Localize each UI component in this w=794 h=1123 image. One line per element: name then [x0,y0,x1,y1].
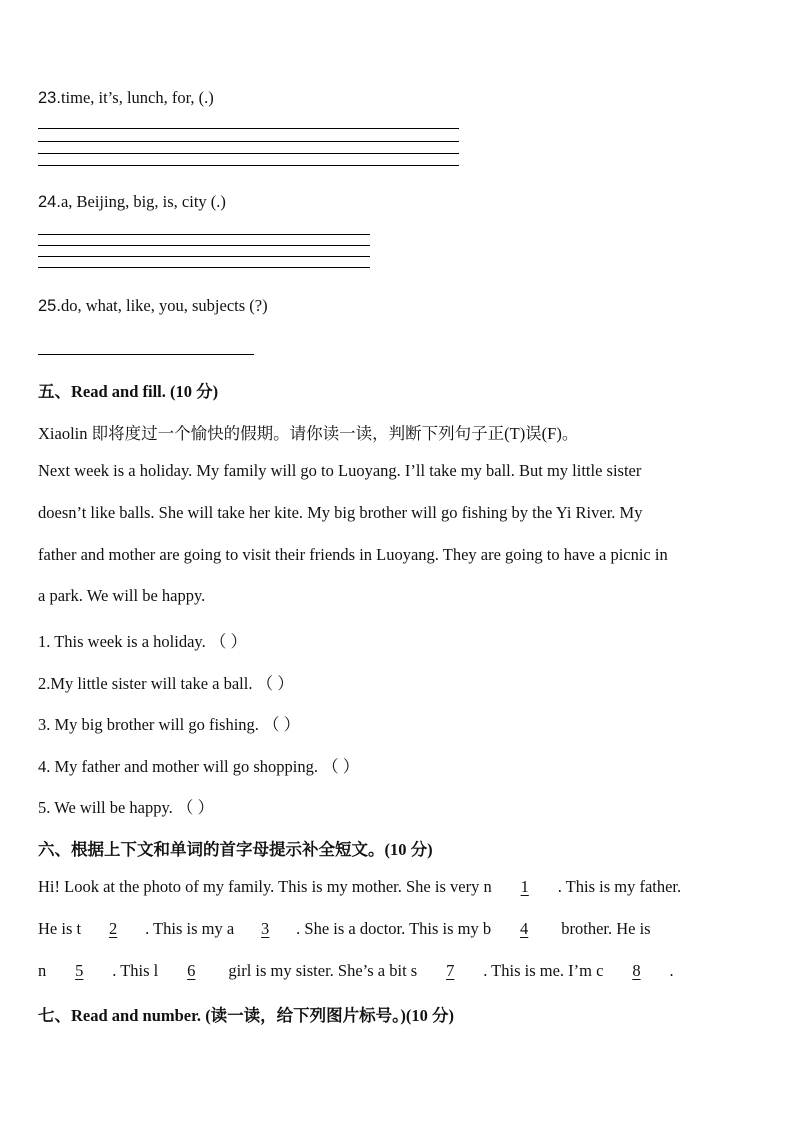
cloze-blank[interactable]: 5 [75,961,84,980]
cloze-line-3 [38,961,674,981]
cloze-blank[interactable]: 8 [632,961,641,980]
answer-parentheses[interactable]: （ ） [176,798,215,817]
tf-question-text: 2.My little sister will take a ball. [38,674,253,693]
cloze-text: . This is me. I’m c [483,961,604,980]
question-words: time, it’s, lunch, for, (.) [60,88,214,107]
cloze-text: brother. He is [557,919,651,938]
question-words: a, Beijing, big, is, city (.) [60,192,226,211]
answer-parentheses[interactable]: （ ） [322,757,360,776]
cloze-blank[interactable]: 1 [520,877,529,896]
cloze-text: Hi! Look at the photo of my family. This is my mother. She is very n [38,877,492,896]
answer-line[interactable] [38,267,370,268]
question-23 [38,88,214,108]
answer-line[interactable] [38,153,459,154]
question-number: 25. [38,297,61,315]
tf-question-2 [38,670,294,694]
answer-line[interactable] [38,256,370,257]
answer-parentheses[interactable]: （ ） [209,632,247,651]
cloze-line-1 [38,877,681,897]
cloze-text: . [669,961,674,980]
cloze-blank[interactable]: 2 [108,919,118,938]
cloze-blank[interactable]: 7 [446,961,455,980]
tf-question-3 [38,711,300,735]
tf-question-text: 5. We will be happy. [38,798,173,817]
question-number: 23. [38,89,61,107]
cloze-text: . She is a doctor. This is my b [296,919,492,938]
cloze-blank[interactable]: 3 [261,919,270,938]
cloze-text: . This l [112,961,159,980]
answer-line[interactable] [38,141,459,142]
section-5-title: 五、Read and fill. (10 分) [38,382,219,401]
section-7-title-bold: 七、Read and number. [38,1006,202,1025]
question-25 [38,296,268,316]
question-words: do, what, like, you, subjects (?) [60,296,268,315]
passage-line: father and mother are going to visit their friends in Luoyang. They are going to have a picnic in [38,545,668,564]
answer-line[interactable] [38,128,459,129]
cloze-text: . This is my a [145,919,235,938]
tf-question-text: 3. My big brother will go fishing. [38,715,259,734]
section-7-title-rest: (读一读，给下列图片标号。)(10 分) [201,1006,455,1025]
tf-question-4 [38,753,359,777]
section-5-instruction: Xiaolin 即将度过一个愉快的假期。请你读一读，判断下列句子正(T)误(F)。 [38,424,579,443]
cloze-blank[interactable]: 6 [187,961,196,980]
tf-question-text: 4. My father and mother will go shopping. [38,757,319,776]
answer-parentheses[interactable]: （ ） [256,674,294,693]
cloze-text: n [38,961,47,980]
section-6-title: 六、根据上下文和单词的首字母提示补全短文。(10 分) [38,840,433,859]
tf-question-text: 1. This week is a holiday. [38,632,206,651]
answer-line[interactable] [38,354,254,355]
answer-line[interactable] [38,234,370,235]
cloze-blank[interactable]: 4 [520,919,529,938]
answer-line[interactable] [38,245,370,246]
section-7-title [38,1002,454,1026]
cloze-line-2 [38,919,651,939]
passage-line: doesn’t like balls. She will take her kite. My big brother will go fishing by the Yi River. My [38,503,643,522]
question-number: 24. [38,193,61,211]
tf-question-1 [38,628,247,652]
answer-parentheses[interactable]: （ ） [263,715,301,734]
cloze-text: . This is my father. [557,877,682,896]
cloze-text: girl is my sister. She’s a bit s [224,961,418,980]
answer-line[interactable] [38,165,459,166]
tf-question-5 [38,794,214,818]
passage-line: Next week is a holiday. My family will go to Luoyang. I’ll take my ball. But my little sister [38,461,642,480]
passage-line: a park. We will be happy. [38,586,206,605]
cloze-text: He is t [38,919,82,938]
question-24 [38,192,226,212]
